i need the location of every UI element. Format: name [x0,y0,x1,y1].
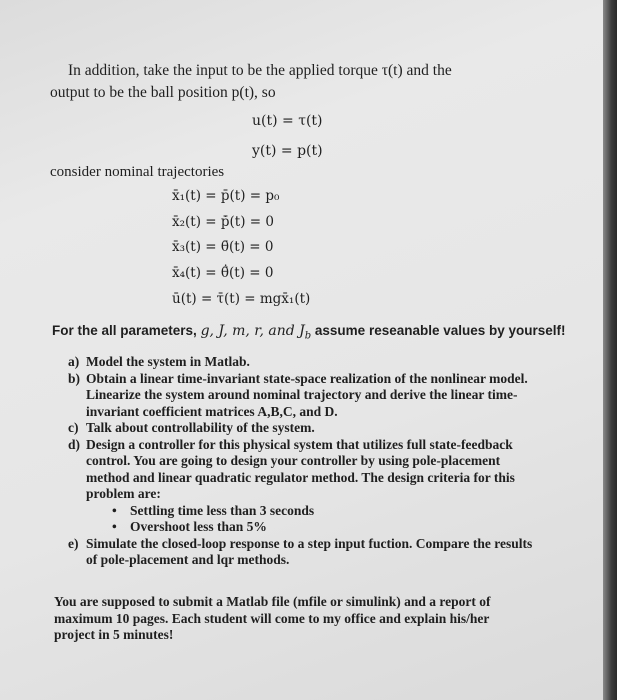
parameters-symbols: g, J, m, r, and J [200,323,305,339]
task-a-label: a) [68,354,80,369]
task-e-label: e) [68,535,79,551]
task-c-label: c) [68,420,79,435]
trajectory-x1: x̄₁(t) = p̄(t) = p₀ [172,188,280,204]
intro-line-1: In addition, take the input to be the applied torque τ(t) and the [68,62,452,79]
consider-label: consider nominal trajectories [50,164,225,180]
task-d [68,437,538,503]
criteria-item [112,503,538,520]
intro-line-2: output to be the ball position p(t), so [50,84,276,101]
trajectory-x4: x̄₄(t) = θ̄̇(t) = 0 [172,265,274,281]
task-b [68,371,538,421]
trajectory-x2: x̄₂(t) = p̄̇(t) = 0 [172,214,274,230]
parameters-subscript: b [304,330,312,342]
page-edge-shadow [603,0,617,700]
task-e [68,536,538,569]
criteria-overshoot: Overshoot less than 5% [130,519,267,534]
criteria-settling: Settling time less than 3 seconds [130,502,315,518]
task-d-text: Design a controller for this physical system that utilizes full state-feedback control. You are going to design your controller by using pole-placement method and linear quadratic regulator method. The design criteria for this problem are: [86,436,515,501]
criteria-item [112,519,538,536]
parameters-note [52,323,566,342]
task-b-text: Obtain a linear time-invariant state-space realization of the nonlinear model. Linearize the system around nominal trajectory and derive the linear time-invariant coefficient matrices A,B,C, and D. [86,370,528,419]
task-c-text: Talk about controllability of the system. [86,420,315,435]
task-d-label: d) [68,436,81,452]
parameters-suffix: assume reseanable values by yourself! [311,323,566,338]
task-b-label: b) [68,370,81,386]
closing-paragraph: You are supposed to submit a Matlab file (mfile or simulink) and a report of maximum 10 pages. Each student will come to my office and explain his/her project in 5 minutes! [54,594,491,642]
trajectory-x3: x̄₃(t) = θ̄(t) = 0 [172,239,274,255]
intro-paragraph [50,60,530,104]
bullet-icon: • [112,502,117,518]
input-equation: u(t) = τ(t) [252,113,323,129]
parameters-prefix: For the all parameters, [52,323,201,338]
task-a-text: Model the system in Matlab. [86,354,250,369]
task-a [68,354,538,371]
bullet-icon: • [112,519,117,534]
output-equation: y(t) = p(t) [252,143,323,159]
task-list [68,354,538,569]
task-c [68,420,538,437]
task-e-text: Simulate the closed-loop response to a step input fuction. Compare the results of pole-placement and lqr methods. [86,535,533,567]
trajectory-u: ū(t) = τ̄(t) = mgx̄₁(t) [172,291,311,307]
